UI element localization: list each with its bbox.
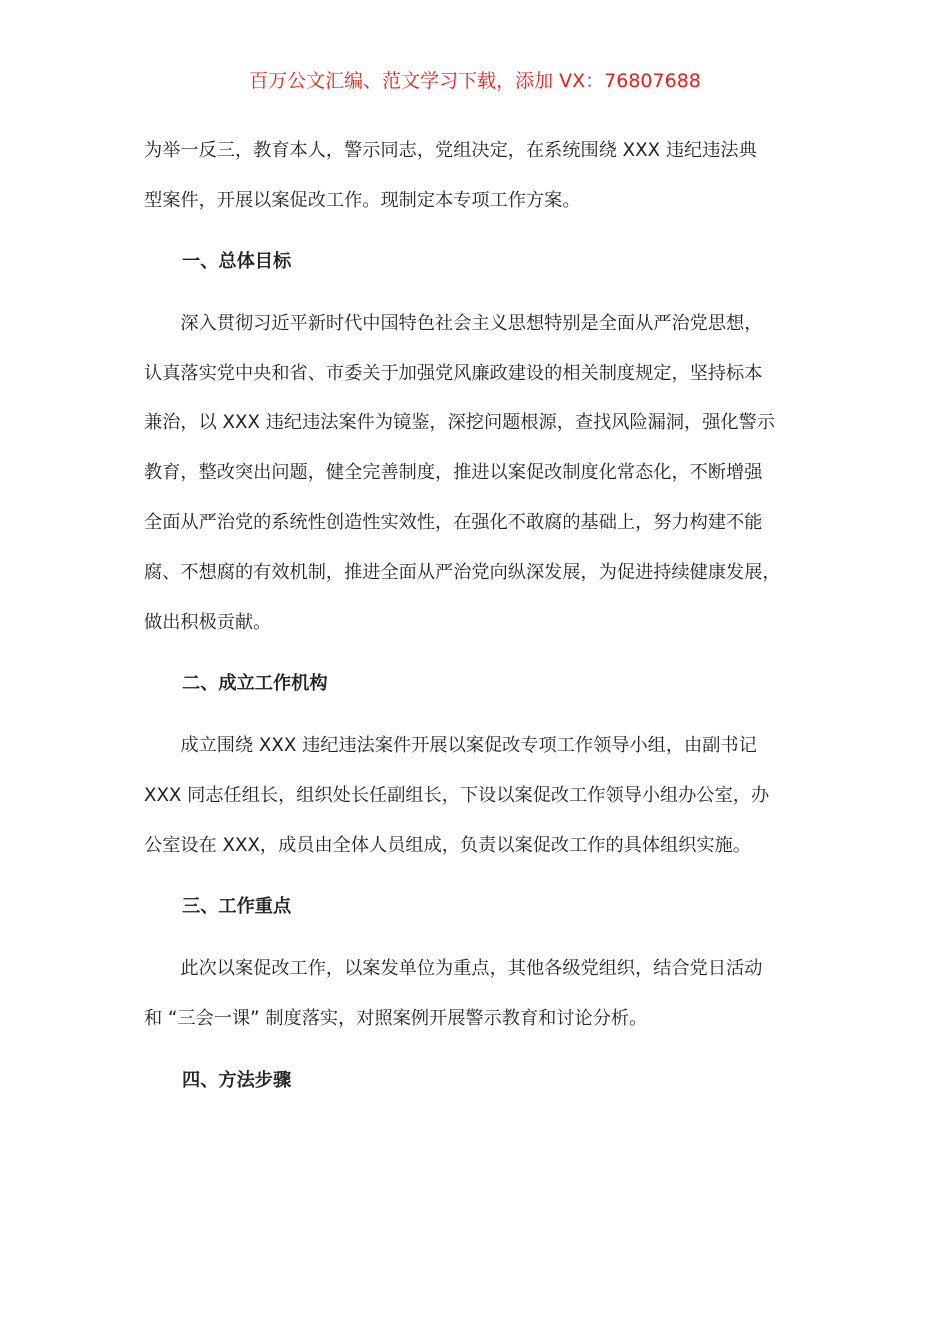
paragraph-line: 腐、不想腐的有效机制，推进全面从严治党向纵深发展，为促进持续健康发展， [144,562,781,583]
section-heading-overall-goal: 一、总体目标 [182,251,292,272]
paragraph-line: 认真落实党中央和省、市委关于加强党风廉政建设的相关制度规定，坚持标本 [144,363,763,384]
paragraph-line: 成立围绕 XXX 违纪违法案件开展以案促改专项工作领导小组，由副书记 [144,735,757,756]
section-heading-key-work: 三、工作重点 [182,896,292,917]
paragraph-line: 教育，整改突出问题，健全完善制度，推进以案促改制度化常态化，不断增强 [144,462,763,483]
paragraph-line: 深入贯彻习近平新时代中国特色社会主义思想特别是全面从严治党思想， [144,313,763,334]
section-heading-organization: 二、成立工作机构 [182,673,328,694]
intro-line: 型案件，开展以案促改工作。现制定本专项工作方案。 [144,190,581,211]
paragraph-line: 全面从严治党的系统性创造性实效性，在强化不敢腐的基础上，努力构建不能 [144,512,763,533]
paragraph-line: XXX 同志任组长，组织处长任副组长，下设以案促改工作领导小组办公室，办 [144,785,770,806]
paragraph-line: 做出积极贡献。 [144,612,272,633]
paragraph-line: 公室设在 XXX，成员由全体人员组成，负责以案促改工作的具体组织实施。 [144,835,751,856]
intro-line: 为举一反三，教育本人，警示同志，党组决定，在系统围绕 XXX 违纪违法典 [144,140,757,161]
paragraph-line: 兼治，以 XXX 违纪违法案件为镜鉴，深挖问题根源，查找风险漏洞，强化警示 [144,412,775,433]
paragraph-line: 和 “三会一课” 制度落实，对照案例开展警示教育和讨论分析。 [144,1008,648,1029]
section-heading-methods: 四、方法步骤 [182,1070,292,1091]
watermark-banner: 百万公文汇编、范文学习下载，添加 VX：76807688 [249,70,701,92]
paragraph-line: 此次以案促改工作，以案发单位为重点，其他各级党组织，结合党日活动 [144,958,763,979]
